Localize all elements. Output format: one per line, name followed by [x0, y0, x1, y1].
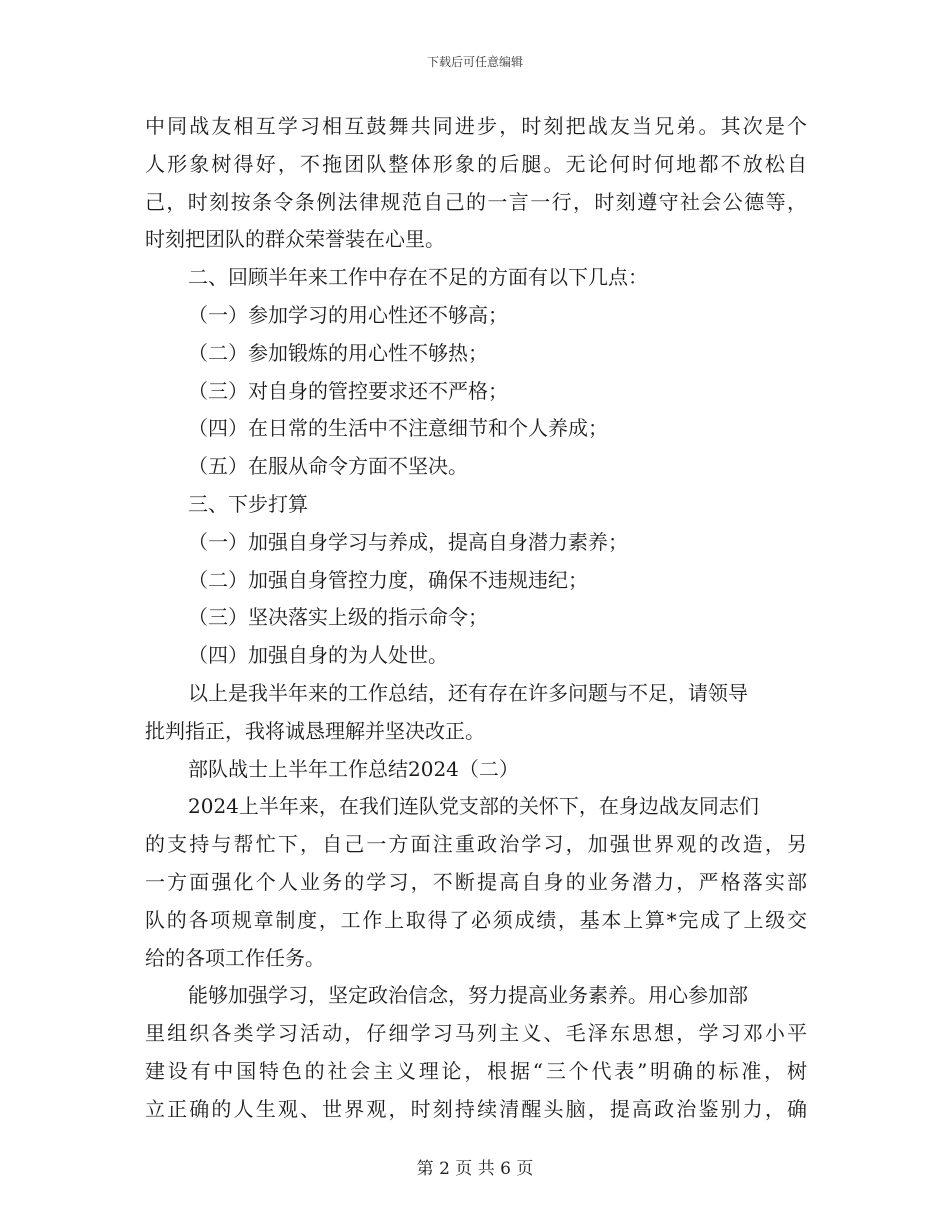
list-item: （四）加强自身的为人处世。 — [188, 643, 448, 668]
body-line: 人形象树得好，不拖团队整体形象的后腿。无论何时何地都不放松自 — [145, 151, 807, 176]
body-line: 批判指正，我将诚恳理解并坚决改正。 — [145, 718, 485, 743]
list-item: （二）加强自身管控力度，确保不违规违纪； — [188, 567, 588, 592]
list-item: （一）加强自身学习与养成，提高自身潜力素养； — [188, 529, 628, 554]
list-item: （三）坚决落实上级的指示命令； — [188, 605, 488, 630]
body-line: 里组织各类学习活动，仔细学习马列主义、毛泽东思想，学习邓小平 — [145, 1021, 807, 1046]
body-line: 一方面强化个人业务的学习，不断提高自身的业务潜力，严格落实部 — [145, 869, 807, 894]
body-line: 给的各项工作任务。 — [145, 945, 325, 970]
list-item: （四）在日常的生活中不注意细节和个人养成； — [188, 416, 608, 441]
body-line: 立正确的人生观、世界观，时刻持续清醒头脑，提高政治鉴别力，确 — [145, 1096, 807, 1121]
list-item: （五）在服从命令方面不坚决。 — [188, 454, 468, 479]
section-title: 部队战士上半年工作总结2024（二） — [188, 756, 519, 781]
body-line: 时刻把团队的群众荣誉装在心里。 — [145, 227, 445, 252]
list-item: （三）对自身的管控要求还不严格； — [188, 378, 508, 403]
page-header: 下载后可任意编辑 — [426, 55, 523, 69]
body-line: 以上是我半年来的工作总结，还有存在许多问题与不足，请领导 — [188, 680, 748, 705]
list-item: （二）参加锻炼的用心性不够热； — [188, 340, 488, 365]
body-line: 的支持与帮忙下，自己一方面注重政治学习，加强世界观的改造，另 — [145, 832, 807, 857]
list-item: （一）参加学习的用心性还不够高； — [188, 302, 508, 327]
body-line: 队的各项规章制度，工作上取得了必须成绩，基本上算*完成了上级交 — [145, 907, 807, 932]
body-line: 建设有中国特色的社会主义理论，根据“三个代表”明确的标准，树 — [145, 1058, 807, 1083]
body-line: 中同战友相互学习相互鼓舞共同进步，时刻把战友当兄弟。其次是个 — [145, 114, 807, 138]
body-line: 2024上半年来，在我们连队党支部的关怀下，在身边战友同志们 — [188, 794, 759, 819]
document-body — [145, 108, 807, 1129]
section-heading: 三、下步打算 — [188, 491, 308, 516]
section-heading: 二、回顾半年来工作中存在不足的方面有以下几点： — [188, 265, 648, 290]
body-line: 己，时刻按条令条例法律规范自己的一言一行，时刻遵守社会公德等， — [145, 189, 807, 214]
body-line: 能够加强学习，坚定政治信念，努力提高业务素养。用心参加部 — [188, 983, 748, 1008]
page-number-footer: 第 2 页 共 6 页 — [416, 1159, 534, 1179]
